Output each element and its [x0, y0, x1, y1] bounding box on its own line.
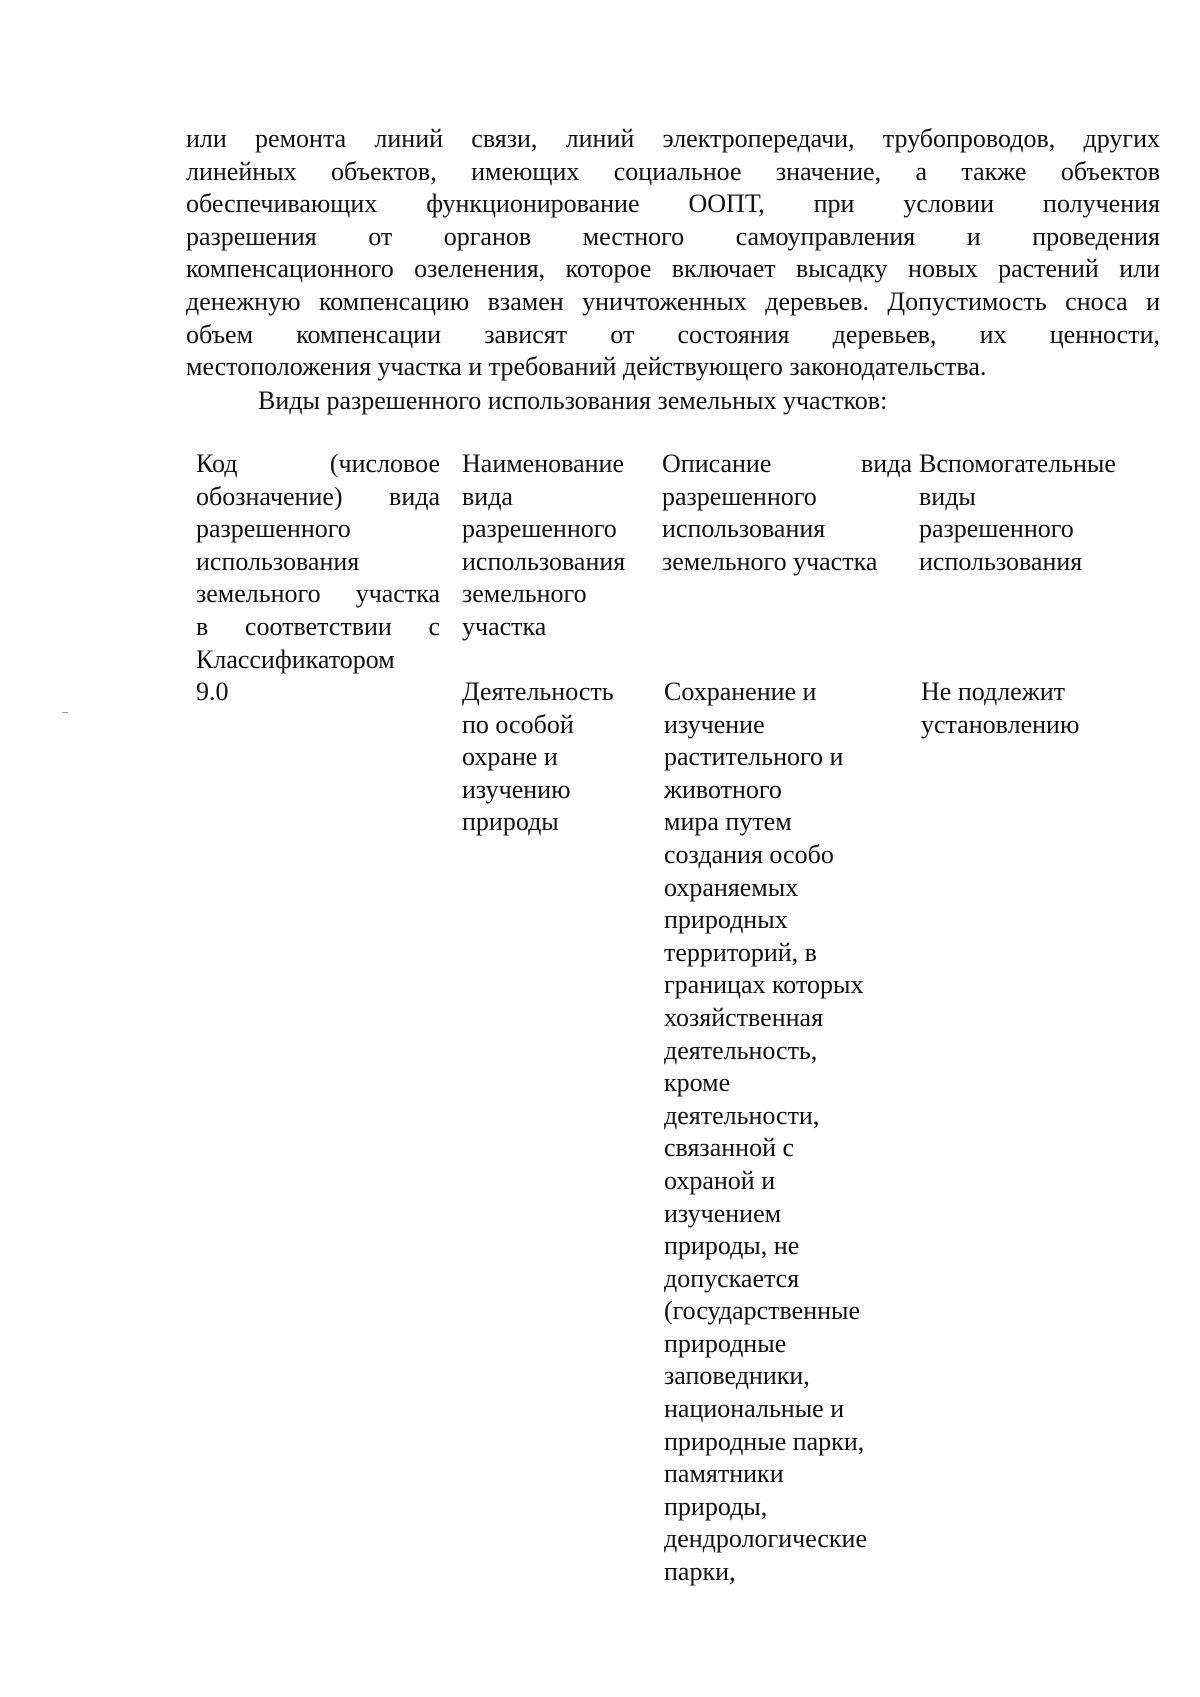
description-line: создания особо — [664, 839, 834, 869]
description-line: памятники — [664, 1459, 784, 1489]
description-line: хозяйственная — [664, 1002, 824, 1032]
description-line: природные парки, — [664, 1426, 865, 1456]
description-line: природных — [664, 905, 788, 935]
header-line: земельного — [462, 579, 587, 609]
header-auxiliary-column — [919, 448, 1149, 578]
description-line: деятельности, — [664, 1100, 820, 1130]
header-line: Классификатором — [196, 644, 395, 674]
row-description-cell — [664, 676, 914, 1589]
header-line: в соответствии с — [196, 611, 440, 641]
section-heading: Виды разрешенного использования земельных участков: — [258, 386, 888, 415]
header-line: использования — [196, 546, 360, 576]
header-name-column — [462, 448, 652, 644]
paragraph-line: обеспечивающих функционирование ООПТ, при условии получения — [186, 189, 1160, 219]
auxiliary-line: Не подлежит — [921, 677, 1065, 706]
header-line: разрешенного — [196, 514, 351, 544]
description-line: допускается — [664, 1263, 800, 1293]
header-code-column — [196, 448, 440, 676]
description-line: границах которых — [664, 970, 864, 1000]
name-line: изучению — [462, 774, 571, 804]
header-line: разрешенного — [462, 514, 617, 544]
name-line: Деятельность — [462, 677, 614, 706]
header-description-column — [662, 448, 912, 578]
intro-paragraph — [186, 123, 1160, 384]
description-line: парки, — [664, 1557, 736, 1587]
description-line: природные — [664, 1328, 787, 1358]
header-line: использования — [462, 546, 626, 576]
paragraph-last-line: местоположения участка и требований действующего законодательства. — [186, 352, 987, 382]
header-line: земельного участка — [662, 546, 878, 576]
description-line: изучением — [664, 1198, 782, 1228]
description-line: растительного и — [664, 742, 844, 772]
header-line: использования — [662, 514, 826, 544]
header-line: обозначение) вида — [196, 481, 440, 511]
header-line: вида — [462, 481, 513, 511]
description-line: территорий, в — [664, 937, 817, 967]
header-line: разрешенного — [919, 514, 1074, 544]
header-line: Код (числовое — [196, 449, 440, 478]
paragraph-line: объем компенсации зависят от состояния деревьев, их ценности, — [186, 319, 1160, 349]
paragraph-line: компенсационного озеленения, которое включает высадку новых растений или — [186, 254, 1160, 284]
auxiliary-line: установлению — [921, 709, 1080, 739]
description-line: заповедники, — [664, 1361, 810, 1391]
header-line: виды — [919, 481, 976, 511]
description-line: деятельность, — [664, 1035, 818, 1065]
name-line: природы — [462, 807, 559, 837]
scan-speck — [62, 712, 68, 713]
header-line: Описание вида — [662, 449, 912, 478]
paragraph-line: или ремонта линий связи, линий электропередачи, трубопроводов, других — [186, 124, 1160, 153]
name-line: по особой — [462, 709, 574, 739]
header-line: использования — [919, 546, 1083, 576]
description-line: животного — [664, 774, 782, 804]
header-line: участка — [462, 611, 547, 641]
header-line: Вспомогательные — [919, 449, 1116, 478]
description-line: связанной с — [664, 1133, 795, 1163]
row-name-cell — [462, 676, 652, 839]
header-line: земельного участка — [196, 579, 440, 609]
description-line: (государственные — [664, 1296, 861, 1326]
description-line: охраной и — [664, 1165, 776, 1195]
description-line: охраняемых — [664, 872, 799, 902]
paragraph-line: линейных объектов, имеющих социальное значение, а также объектов — [186, 156, 1160, 186]
paragraph-line: денежную компенсацию взамен уничтоженных деревьев. Допустимость сноса и — [186, 286, 1160, 316]
description-line: национальные и — [664, 1394, 845, 1424]
row-code-cell — [196, 676, 440, 709]
code-value: 9.0 — [196, 677, 229, 706]
description-line: дендрологические — [664, 1524, 868, 1554]
row-auxiliary-cell — [921, 676, 1151, 741]
description-line: природы, не — [664, 1231, 800, 1261]
description-line: Сохранение и — [664, 677, 817, 706]
paragraph-line: разрешения от органов местного самоуправления и проведения — [186, 221, 1160, 251]
description-line: изучение — [664, 709, 765, 739]
land-use-table — [196, 448, 1156, 1598]
header-line: разрешенного — [662, 481, 817, 511]
description-line: кроме — [664, 1068, 731, 1098]
name-line: охране и — [462, 742, 558, 772]
description-line: мира путем — [664, 807, 792, 837]
header-line: Наименование — [462, 449, 624, 478]
description-line: природы, — [664, 1491, 768, 1521]
